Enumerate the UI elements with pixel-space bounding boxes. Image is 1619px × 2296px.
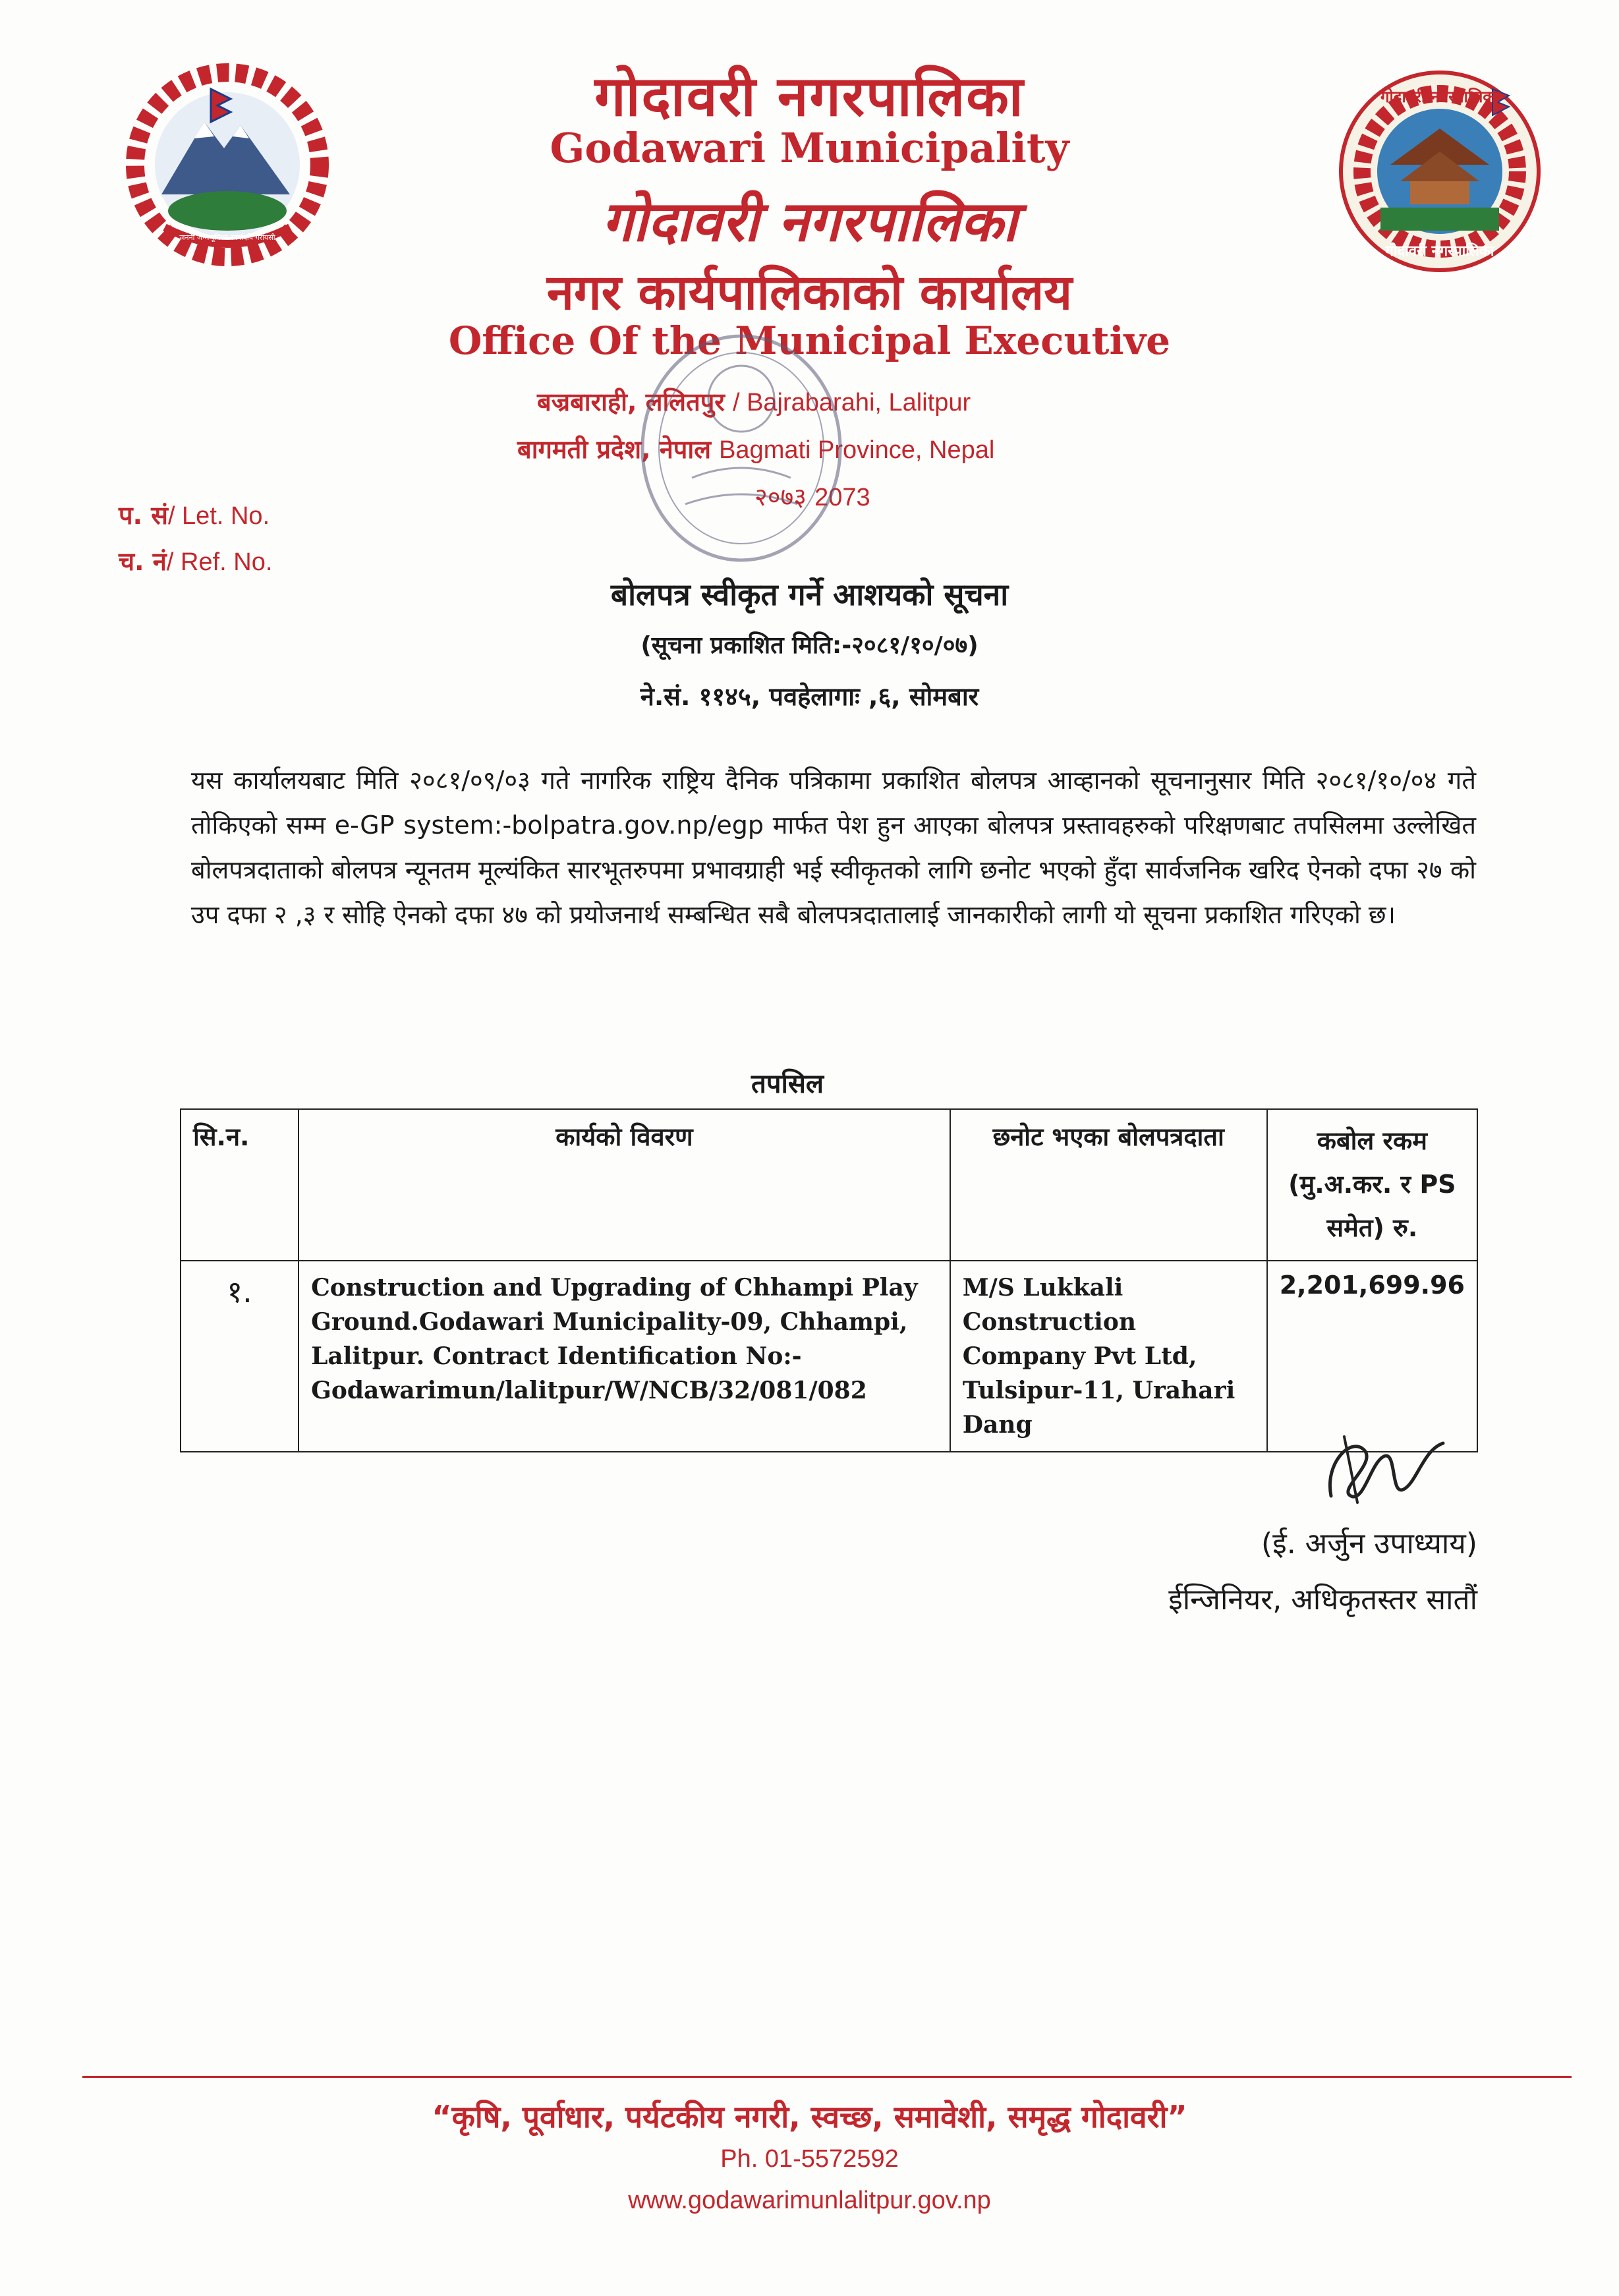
municipality-name-nepali: गोदावरी नगरपालिका	[594, 63, 1025, 129]
letter-no-label-english: / Let. No.	[167, 502, 270, 530]
ref-no-label-nepali: च. नं	[119, 547, 167, 576]
signature-mark	[1311, 1423, 1463, 1509]
footer-phone: Ph. 01-5572592	[720, 2145, 899, 2173]
footer-divider	[82, 2076, 1572, 2078]
schedule-label: तपसिल	[751, 1069, 824, 1099]
year-english: 2073	[814, 484, 870, 511]
year-nepali: २०७३	[754, 482, 807, 511]
notice-published-date: (सूचना प्रकाशित मिति:-२०८१/१०/०७)	[640, 632, 979, 659]
header-serial: सि.न.	[181, 1109, 298, 1261]
address-1-english: / Bajrabarahi, Lalitpur	[732, 389, 971, 416]
logo-caption-bottom: गोदावरी नगरपालिका	[1385, 243, 1494, 260]
address-1-nepali: बज्रबाराही, ललितपुर	[537, 387, 725, 416]
emblem-caption: जननी जन्मभूमिश्च स्वर्गादपि गरीयसी	[179, 233, 275, 242]
notice-nepal-sambat-date: ने.सं. ११४५, पवहेलागाः ,६, सोमबार	[640, 682, 979, 711]
ref-no-label-english: / Ref. No.	[166, 548, 273, 576]
row-serial: १.	[181, 1261, 298, 1452]
footer-motto: “कृषि, पूर्वाधार, पर्यटकीय नगरी, स्वच्छ, समावेशी, समृद्ध गोदावरी”	[432, 2099, 1187, 2135]
address-2-english: Bagmati Province, Nepal	[719, 436, 995, 464]
row-amount: 2,201,699.96	[1267, 1261, 1477, 1452]
notice-title: बोलपत्र स्वीकृत गर्ने आशयको सूचना	[610, 577, 1009, 612]
footer-website[interactable]: www.godawarimunlalitpur.gov.np	[628, 2187, 991, 2214]
bid-table	[180, 1108, 1478, 1452]
letter-no-label-nepali: प. सं	[119, 501, 168, 530]
municipality-name-english: Godawari Municipality	[550, 124, 1069, 172]
letter-number	[119, 498, 270, 532]
office-name-english: Office Of the Municipal Executive	[448, 318, 1171, 363]
notice-body: यस कार्यालयबाट मिति २०८१/०९/०३ गते नागरिक राष्ट्रिय दैनिक पत्रिकामा प्रकाशित बोलपत्र आव्हानको सूचनानुसार मिति २०८१/१०/०४ गते तोकिएको सम्म e-GP system:-bolpatra.gov.np/egp मार्फत पेश हुन आएका बोलपत्र प्रस्तावहरुको परिक्षणबाट तपसिलमा उल्लेखित बोलपत्रदाताको बोलपत्र न्यूनतम मूल्यंकित सारभूतरुपमा प्रभावग्राही भई स्वीकृतको लागि छनोट भएको हुँदा सार्वजनिक खरिद ऐनको दफा २७ को उप दफा २ ,३ र सोहि ऐनको दफा ४७ को प्रयोजनार्थ सम्बन्धित सबै बोलपत्रदातालाई जानकारीको लागी यो सूचना प्रकाशित गरिएको छ।	[191, 766, 1476, 929]
row-description: Construction and Upgrading of Chhampi Play Ground.Godawari Municipality-09, Chhampi, Lalitpur. Contract Identification No:- Godawarimun/lalitpur/W/NCB/32/081/082	[298, 1261, 950, 1452]
address-2-nepali: बागमती प्रदेश, नेपाल	[517, 435, 711, 464]
municipality-name-newari: गोदावरी नगरपालिका	[602, 188, 1017, 254]
table-row	[181, 1261, 1477, 1452]
table-header-row	[181, 1109, 1477, 1261]
office-stamp	[633, 326, 850, 570]
header-bidder: छनोट भएका बोलपत्रदाता	[950, 1109, 1267, 1261]
signatory-designation: ईन्जिनियर, अधिकृतस्तर सातौं	[1168, 1583, 1477, 1617]
header-amount: कबोल रकम (मु.अ.कर. र PS समेत) रु.	[1267, 1109, 1477, 1261]
office-name-nepali: नगर कार्यपालिकाको कार्यालय	[546, 264, 1073, 321]
row-bidder: M/S Lukkali Construction Company Pvt Ltd, Tulsipur-11, Urahari Dang	[950, 1261, 1267, 1452]
logo-caption-top: गोदावरी नगरपालिका	[1380, 88, 1500, 106]
header-description: कार्यको विवरण	[298, 1109, 950, 1261]
signatory-name: (ई. अर्जुन उपाध्याय)	[1261, 1527, 1477, 1561]
